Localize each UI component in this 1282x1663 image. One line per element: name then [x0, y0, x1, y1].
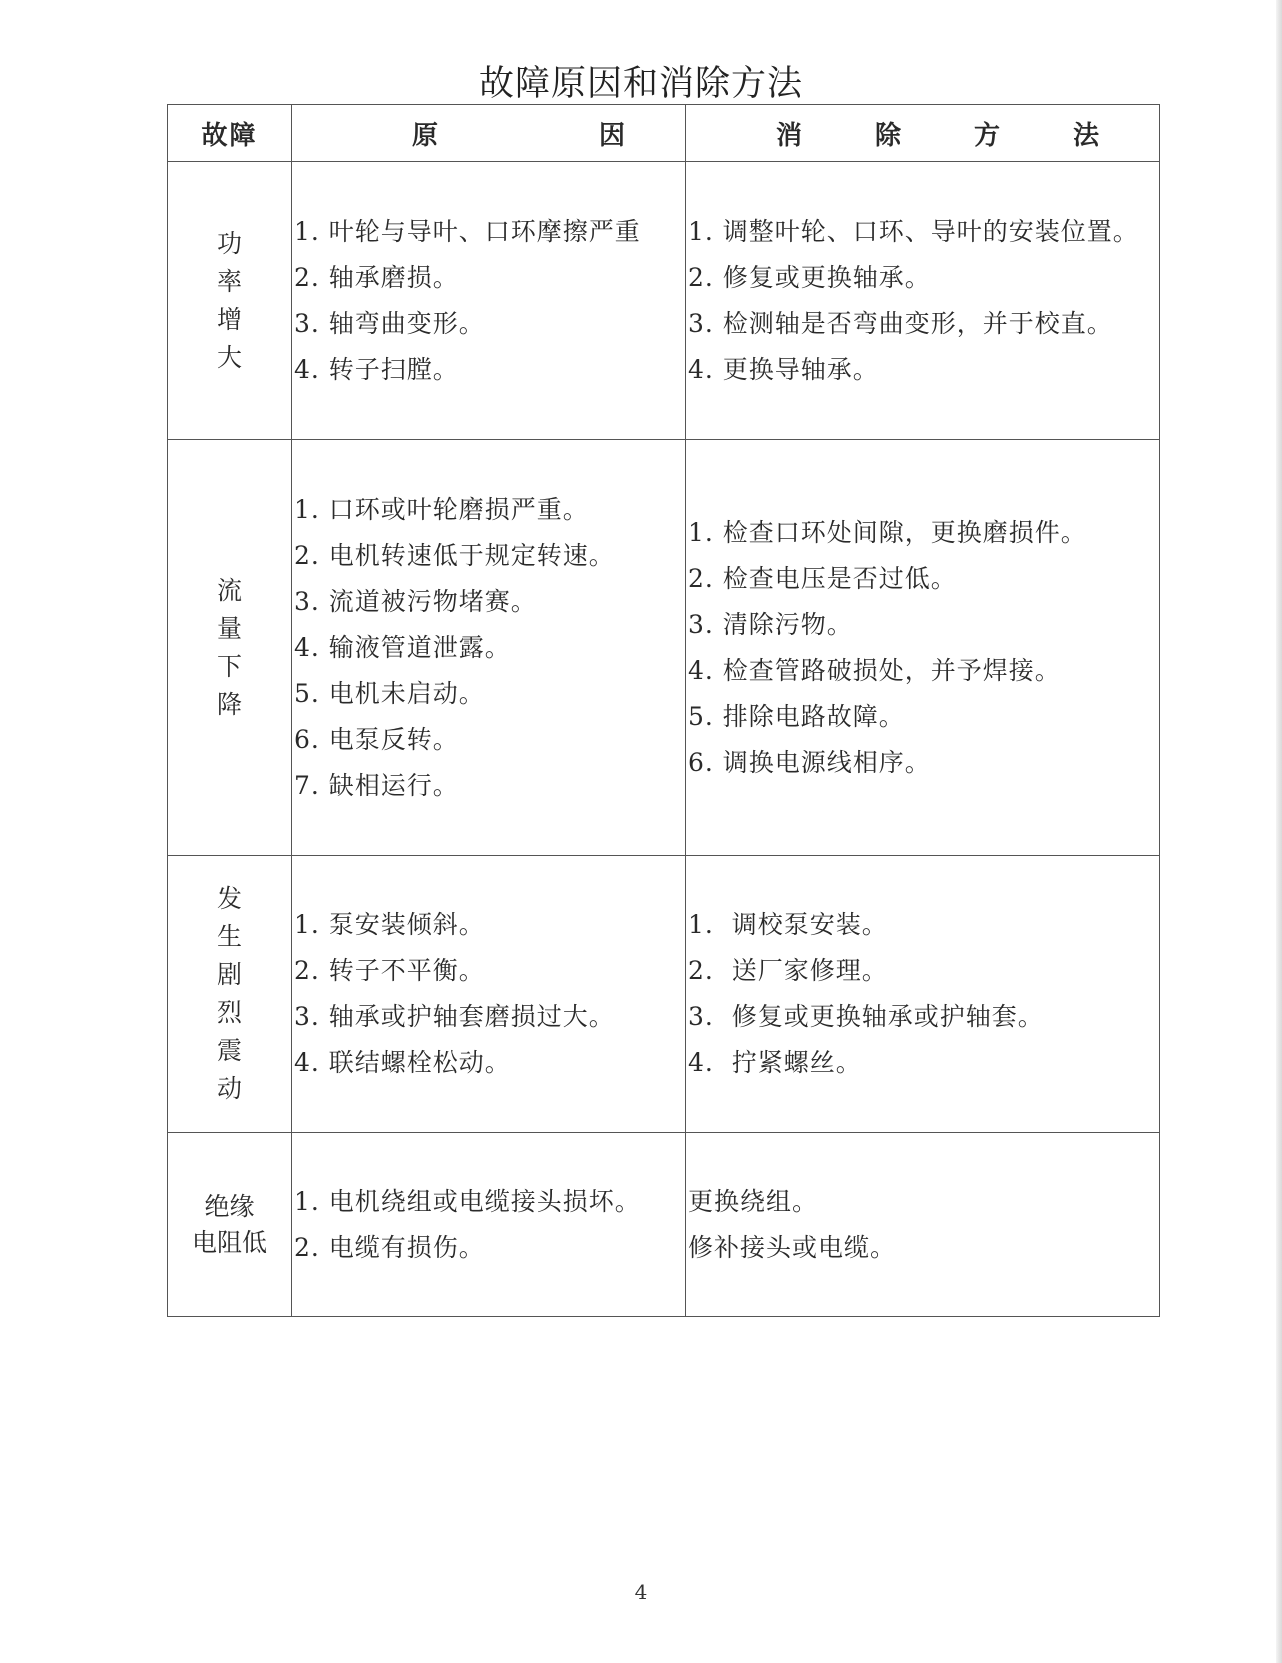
header-remedy-char: 除: [874, 120, 901, 151]
cause-cell: [292, 162, 686, 439]
remedy-line: 2. 修复或更换轴承。: [688, 262, 931, 292]
table-row: [168, 162, 1159, 440]
fault-line: 绝缘: [204, 1191, 255, 1221]
fault-char: 烈: [216, 998, 242, 1027]
fault-char: 率: [216, 266, 242, 296]
cause-line: 4. 联结螺栓松动。: [294, 1048, 511, 1077]
page-title: 故障原因和消除方法: [478, 64, 803, 104]
fault-char: 量: [216, 613, 242, 643]
cause-line: 2. 电缆有损伤。: [294, 1232, 485, 1262]
remedy-line: 2. 送厂家修理。: [688, 956, 888, 985]
remedy-line: 6. 调换电源线相序。: [688, 747, 931, 777]
cause-line: 2. 转子不平衡。: [294, 956, 485, 985]
cause-line: 1. 电机绕组或电缆接头损坏。: [294, 1186, 641, 1216]
fault-char: 大: [216, 342, 242, 372]
cause-line: 4. 输液管道泄露。: [294, 632, 511, 662]
cause-line: 2. 电机转速低于规定转速。: [294, 540, 615, 570]
fault-label: [217, 880, 242, 1108]
remedy-line: 4. 检查管路破损处，并予焊接。: [688, 655, 1061, 685]
remedy-line: 修补接头或电缆。: [688, 1232, 897, 1262]
fault-char: 下: [216, 651, 242, 681]
table-row: [168, 440, 1159, 856]
scan-edge: [1276, 0, 1282, 1663]
remedy-line: 1. 调整叶轮、口环、导叶的安装位置。: [688, 216, 1139, 246]
cause-line: 6. 电泵反转。: [294, 724, 459, 754]
page-number: 4: [634, 1580, 648, 1604]
remedy-line: 3. 清除污物。: [688, 609, 853, 639]
remedy-line: 1. 调校泵安装。: [688, 910, 888, 939]
remedy-cell: [686, 162, 1159, 439]
header-cause-char: 原: [412, 120, 439, 151]
remedy-line: 4. 拧紧螺丝。: [688, 1048, 862, 1077]
remedy-line: 1. 检查口环处间隙，更换磨损件。: [688, 517, 1087, 547]
fault-cell: [168, 856, 292, 1132]
fault-char: 流: [216, 575, 242, 605]
remedy-line: 2. 检查电压是否过低。: [688, 563, 957, 593]
header-remedy-char: 消: [776, 120, 803, 151]
header-fault-label: 故障: [201, 120, 258, 151]
fault-label: [192, 1189, 267, 1261]
table-header-row: [168, 105, 1159, 162]
fault-table: [167, 104, 1160, 1317]
remedy-line: 更换绕组。: [688, 1186, 819, 1216]
table-row: [168, 1133, 1159, 1316]
remedy-line: 3. 检测轴是否弯曲变形，并于校直。: [688, 308, 1113, 338]
remedy-line: 4. 更换导轴承。: [688, 354, 879, 384]
header-remedy-char: 方: [973, 120, 1000, 151]
fault-cell: [168, 1133, 292, 1316]
fault-char: 动: [216, 1074, 242, 1103]
cause-cell: [292, 440, 686, 855]
remedy-cell: [686, 856, 1159, 1132]
remedy-line: 5. 排除电路故障。: [688, 701, 905, 731]
cause-line: 1. 叶轮与导叶、口环摩擦严重: [294, 216, 641, 246]
cause-line: 1. 泵安装倾斜。: [294, 910, 485, 939]
remedy-cell: [686, 440, 1159, 855]
fault-char: 剧: [216, 960, 242, 989]
fault-char: 生: [216, 922, 242, 951]
fault-char: 功: [216, 228, 242, 258]
remedy-cell: [686, 1133, 1159, 1316]
cause-line: 1. 口环或叶轮磨损严重。: [294, 494, 589, 524]
header-remedy: [686, 105, 1159, 161]
header-fault: [168, 105, 292, 161]
fault-line: 电阻低: [191, 1227, 267, 1257]
cause-line: 3. 轴承或护轴套磨损过大。: [294, 1002, 615, 1031]
fault-char: 增: [216, 304, 242, 334]
table-row: [168, 856, 1159, 1133]
cause-line: 7. 缺相运行。: [294, 770, 459, 800]
cause-line: 3. 流道被污物堵赛。: [294, 586, 537, 616]
fault-cell: [168, 440, 292, 855]
cause-line: 3. 轴弯曲变形。: [294, 308, 485, 338]
header-remedy-char: 法: [1072, 120, 1099, 151]
fault-char: 发: [216, 884, 242, 913]
fault-char: 震: [216, 1036, 242, 1065]
header-cause-char: 因: [598, 120, 625, 151]
fault-char: 降: [216, 689, 242, 719]
remedy-line: 3. 修复或更换轴承或护轴套。: [688, 1002, 1044, 1031]
header-cause: [292, 105, 686, 161]
cause-line: 5. 电机未启动。: [294, 678, 485, 708]
fault-label: [217, 572, 242, 724]
fault-label: [217, 225, 242, 377]
cause-line: 4. 转子扫膛。: [294, 354, 459, 384]
cause-cell: [292, 1133, 686, 1316]
cause-cell: [292, 856, 686, 1132]
fault-cell: [168, 162, 292, 439]
cause-line: 2. 轴承磨损。: [294, 262, 459, 292]
